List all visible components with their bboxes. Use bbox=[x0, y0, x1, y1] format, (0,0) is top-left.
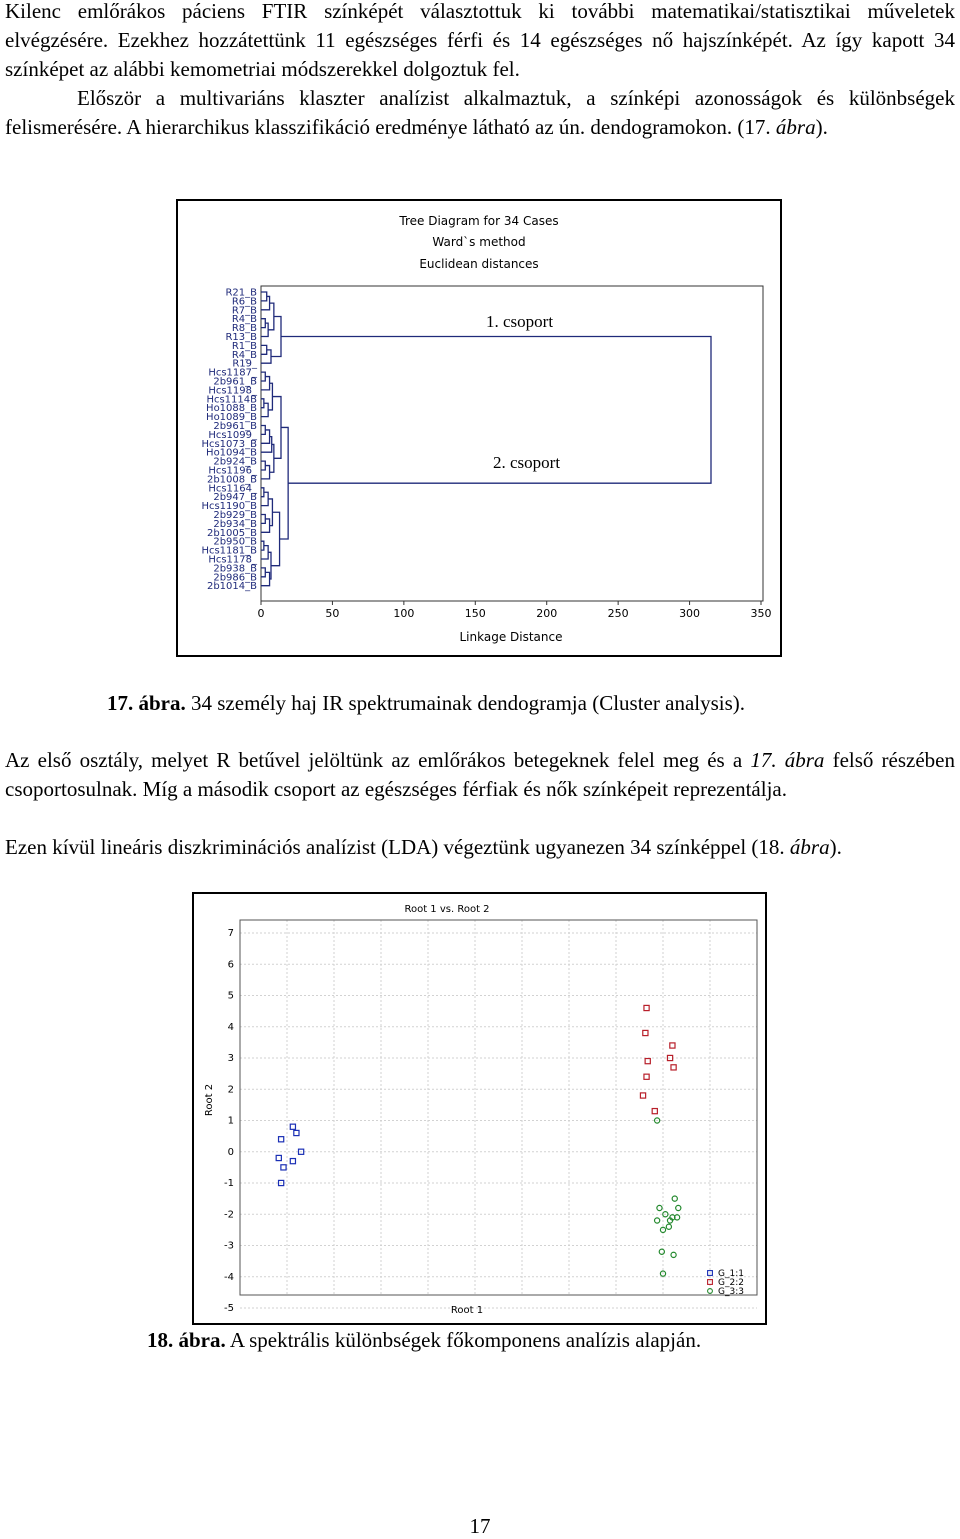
leaf-label: Hcs1099_ bbox=[208, 429, 257, 441]
leaf-label: R7_B bbox=[231, 305, 257, 317]
leaf-label: Hcs1114B bbox=[206, 394, 257, 406]
y-tick-label: 5 bbox=[227, 990, 234, 1002]
group-1-label: 1. csoport bbox=[486, 312, 554, 331]
x-tick-label: 350 bbox=[750, 607, 772, 620]
leaf-label: R1_B bbox=[231, 340, 257, 352]
dendrogram-x-axis-label: Linkage Distance bbox=[459, 630, 563, 644]
x-tick-label: 200 bbox=[536, 607, 558, 620]
leaf-label: Ho1088_B bbox=[206, 403, 257, 415]
intro-paragraph: Kilenc emlőrákos páciens FTIR színképét választottuk ki további matematikai/statisztikai műveletek elvégzésére. Ezekhez hozzátettünk 11 egészséges férfi és 14 egészséges nő hajszínképét. Az így kapott 34 színképet az alábbi kemometriai módszerekkel dolgoztuk fel. bbox=[5, 0, 955, 81]
y-tick-label: -3 bbox=[224, 1240, 234, 1252]
leaf-label: Hcs1181_B bbox=[201, 545, 257, 557]
leaf-label: 2b950_B bbox=[213, 536, 257, 548]
leaf-label: R19_ bbox=[232, 358, 257, 370]
legend-label: G_1:1 bbox=[718, 1269, 744, 1279]
leaf-label: 2b961_B bbox=[213, 376, 257, 388]
figure-18-caption: 18. ábra. A spektrális különbségek főkomponens analízis alapján. bbox=[147, 1328, 702, 1352]
dendrogram-subtitle-distance: Euclidean distances bbox=[419, 257, 539, 271]
x-tick-label: 150 bbox=[464, 607, 486, 620]
scatter-y-axis-label: Root 2 bbox=[204, 1083, 215, 1117]
legend-label: G_2:2 bbox=[718, 1278, 744, 1288]
leaf-label: 2b929_B bbox=[213, 510, 257, 521]
x-tick-label: 250 bbox=[607, 607, 629, 620]
scatter-figure bbox=[192, 892, 767, 1325]
leaf-label: R13_B bbox=[225, 332, 257, 343]
leaf-label: Hcs1178_ bbox=[208, 554, 257, 566]
leaf-label: Hcs1198_ bbox=[208, 385, 257, 397]
y-tick-label: -4 bbox=[224, 1271, 234, 1283]
x-tick-label: 0 bbox=[257, 607, 265, 620]
leaf-label: Hcs1164_ bbox=[208, 483, 257, 495]
scatter-chart bbox=[192, 892, 767, 1325]
leaf-label: R4_B bbox=[231, 349, 257, 361]
y-tick-label: -1 bbox=[224, 1178, 234, 1189]
y-tick-label: 6 bbox=[227, 959, 234, 971]
y-tick-label: -5 bbox=[224, 1303, 234, 1314]
group-2-label: 2. csoport bbox=[493, 453, 561, 472]
cluster-paragraph: Először a multivariáns klaszter analízist alkalmaztuk, a színképi azonosságok és különbségek felismerésére. A hierarchikus klasszifikáció eredménye látható az ún. dendogramokon. (17. ábra). bbox=[5, 86, 955, 139]
leaf-label: Ho1094_B bbox=[206, 447, 257, 459]
y-tick-label: 7 bbox=[227, 928, 234, 939]
dendrogram-title: Tree Diagram for 34 Cases bbox=[399, 214, 559, 228]
y-tick-label: 4 bbox=[227, 1021, 234, 1033]
leaf-label: 2b924_B bbox=[213, 456, 257, 468]
dendrogram-plot-frame bbox=[261, 286, 763, 601]
leaf-label: 2b1005_B bbox=[206, 527, 257, 539]
leaf-label: 2b938_B bbox=[213, 563, 257, 575]
leaf-label: Hcs1073_B bbox=[201, 438, 257, 450]
y-tick-label: 2 bbox=[227, 1084, 234, 1096]
lda-paragraph: Ezen kívül lineáris diszkriminációs analízist (LDA) végeztünk ugyanezen 34 színképpel (18. ábra). bbox=[5, 835, 842, 859]
y-tick-label: 0 bbox=[227, 1146, 234, 1158]
leaf-label: 2b947_B bbox=[213, 492, 257, 504]
leaf-label: R4_B bbox=[231, 314, 257, 326]
group-description-paragraph: Az első osztály, melyet R betűvel jelöltünk az emlőrákos betegeknek felel meg és a 17. ábra felső részében csoportosulnak. Míg a második csoport az egészséges férfiak és nők színképeit reprezentálja. bbox=[5, 748, 955, 801]
page-number: 17 bbox=[469, 1514, 491, 1538]
leaf-label: 2b961_B bbox=[213, 421, 257, 432]
dendrogram-subtitle-method: Ward`s method bbox=[432, 235, 526, 249]
legend-label: G_3:3 bbox=[718, 1287, 744, 1297]
figure-17-caption: 17. ábra. 34 személy haj IR spektrumainak dendogramja (Cluster analysis). bbox=[107, 691, 746, 715]
dendrogram-chart bbox=[176, 199, 782, 657]
leaf-label: R6_B bbox=[231, 296, 257, 308]
x-tick-label: 50 bbox=[325, 607, 340, 620]
leaf-label: 2b986_B bbox=[213, 572, 257, 584]
x-tick-label: 100 bbox=[393, 607, 415, 620]
y-tick-label: 1 bbox=[227, 1115, 234, 1127]
dendrogram-figure bbox=[176, 199, 782, 657]
leaf-label: Hcs1187_ bbox=[208, 367, 257, 379]
x-tick-label: 300 bbox=[679, 607, 701, 620]
leaf-label: 2b1008_B bbox=[206, 474, 257, 486]
leaf-label: R8_B bbox=[231, 323, 257, 335]
leaf-label: R21_B bbox=[225, 287, 257, 299]
leaf-label: Ho1089_B bbox=[206, 412, 257, 424]
leaf-label: Hcs1196_ bbox=[208, 465, 257, 477]
scatter-x-axis-label: Root 1 bbox=[450, 1305, 484, 1316]
y-tick-label: -2 bbox=[224, 1209, 234, 1221]
leaf-label: 2b1014_B bbox=[206, 581, 257, 593]
scatter-title: Root 1 vs. Root 2 bbox=[404, 904, 490, 915]
leaf-label: Hcs1190_B bbox=[201, 501, 257, 513]
y-tick-label: 3 bbox=[227, 1053, 234, 1064]
leaf-label: 2b934_B bbox=[213, 518, 257, 530]
